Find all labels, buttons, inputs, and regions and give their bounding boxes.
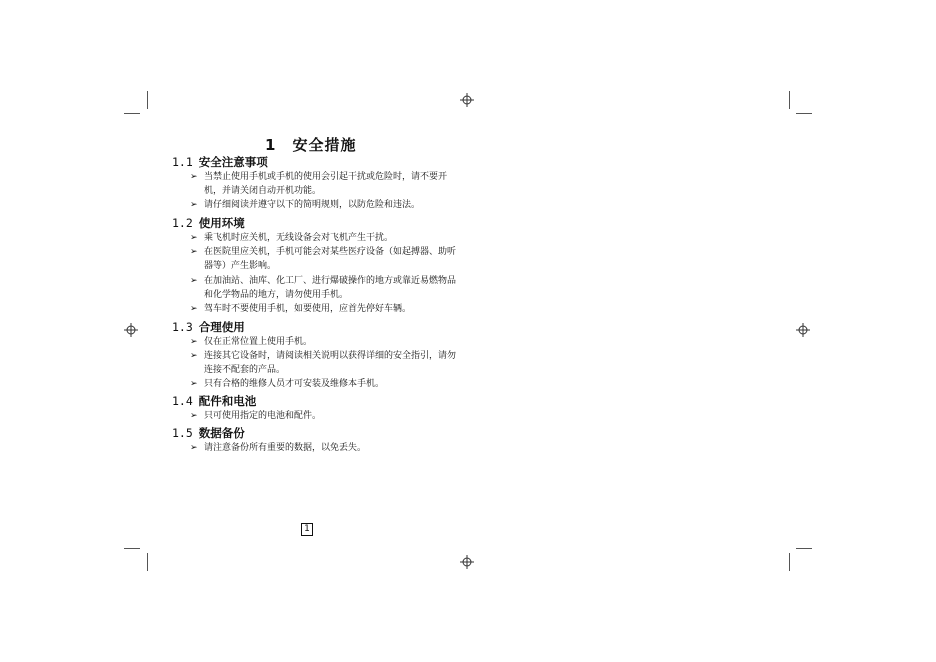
page-number: 1 <box>301 523 313 536</box>
section-heading: 1.5 数据备份 <box>172 426 245 440</box>
list-item: ➢ 乘飞机时应关机，无线设备会对飞机产生干扰。 <box>190 233 394 243</box>
crop-mark <box>147 553 148 571</box>
list-item: ➢ 只有合格的维修人员才可安装及维修本手机。 <box>190 379 385 389</box>
crop-mark <box>124 548 140 549</box>
list-item: ➢ 只可使用指定的电池和配件。 <box>190 411 322 421</box>
chapter-title <box>265 134 356 155</box>
arrow-bullet-icon: ➢ <box>190 337 198 347</box>
crop-mark <box>789 553 790 571</box>
arrow-bullet-icon: ➢ <box>190 233 198 243</box>
crop-mark <box>147 91 148 109</box>
chapter-number: 1 <box>265 136 277 154</box>
arrow-bullet-icon: ➢ <box>190 411 198 421</box>
list-item: ➢ 驾车时不要使用手机，如要使用，应首先停好车辆。 <box>190 304 412 314</box>
list-item: ➢ 仅在正常位置上使用手机。 <box>190 337 313 347</box>
arrow-bullet-icon: ➢ <box>190 276 198 286</box>
section-heading: 1.1 安全注意事项 <box>172 155 268 169</box>
section-heading: 1.4 配件和电池 <box>172 394 257 408</box>
list-item: ➢ 连接其它设备时，请阅读相关说明以获得详细的安全指引，请勿连接不配套的产品。 <box>190 351 457 375</box>
registration-mark-icon <box>796 323 810 337</box>
arrow-bullet-icon: ➢ <box>190 443 198 453</box>
arrow-bullet-icon: ➢ <box>190 304 198 314</box>
registration-mark-icon <box>460 555 474 569</box>
crop-mark <box>796 113 812 114</box>
registration-mark-icon <box>460 93 474 107</box>
list-item: ➢ 在加油站、油库、化工厂、进行爆破操作的地方或靠近易燃物品和化学物品的地方，请勿使用手机。 <box>190 276 457 300</box>
crop-mark <box>124 113 140 114</box>
arrow-bullet-icon: ➢ <box>190 351 198 361</box>
list-item: ➢ 在医院里应关机，手机可能会对某些医疗设备（如起搏器、助听器等）产生影响。 <box>190 247 457 271</box>
section-heading: 1.2 使用环境 <box>172 216 245 230</box>
list-item: ➢ 请注意备份所有重要的数据，以免丢失。 <box>190 443 367 453</box>
crop-mark <box>789 91 790 109</box>
arrow-bullet-icon: ➢ <box>190 172 198 182</box>
arrow-bullet-icon: ➢ <box>190 379 198 389</box>
arrow-bullet-icon: ➢ <box>190 200 198 210</box>
arrow-bullet-icon: ➢ <box>190 247 198 257</box>
list-item: ➢ 请仔细阅读并遵守以下的简明规则，以防危险和违法。 <box>190 200 421 210</box>
list-item: ➢ 当禁止使用手机或手机的使用会引起干扰或危险时，请不要开机，并请关闭自动开机功能。 <box>190 172 448 196</box>
crop-mark <box>796 548 812 549</box>
chapter-title-text: 安全措施 <box>292 136 357 154</box>
section-heading: 1.3 合理使用 <box>172 320 245 334</box>
registration-mark-icon <box>124 323 138 337</box>
